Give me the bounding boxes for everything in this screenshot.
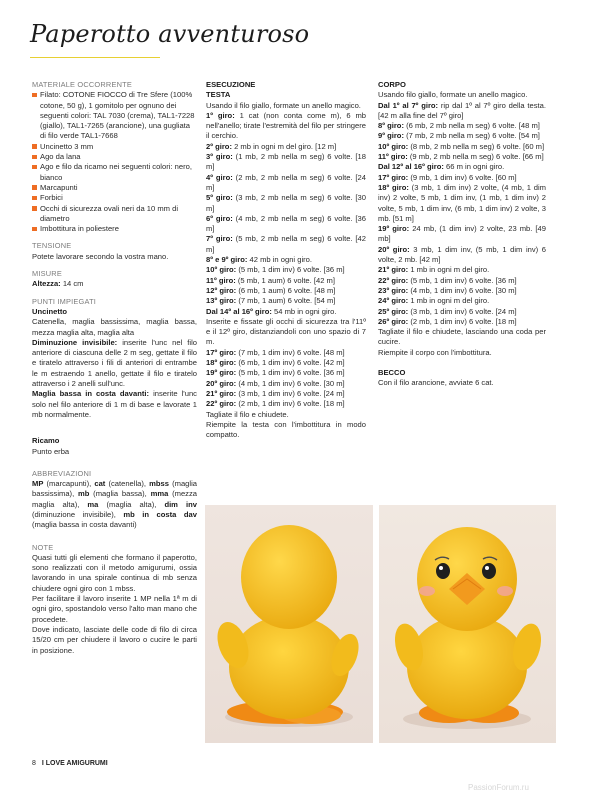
abbr-value: (maglia alta), [98,499,165,509]
pattern-row [206,399,366,409]
head-finish: Tagliate il filo e chiudete. [206,409,289,419]
abbr-value: (maglia bassissima), [32,479,197,499]
row-label: 17º giro: [378,172,409,182]
abbreviations-text [32,479,197,530]
row-text: 54 mb in ogni giro. [271,306,337,316]
row-text: (6 mb, 1 dim inv) 6 volte. [42 m] [236,358,345,368]
abbreviations-heading: ABBREVIAZIONI [32,468,92,478]
row-text: 66 m in ogni giro. [443,162,505,172]
abbr-value: (maglia bassa), [89,489,151,499]
row-text: (5 mb, 1 dim inv) 6 volte. [36 m] [236,265,345,275]
pattern-row [206,296,366,306]
tension-text: Potete lavorare secondo la vostra mano. [32,251,169,261]
row-text: 3 mb, 1 dim inv, (5 mb, 1 dim inv) 6 volte, 2 mb. [42 m] [378,244,547,265]
row-label: 22º giro: [206,399,237,409]
pattern-row [378,245,546,266]
execution-heading: ESECUZIONE [206,80,256,89]
row-text: 42 mb in ogni giro. [247,255,313,265]
materials-heading: MATERIALE OCCORRENTE [32,80,132,89]
pattern-row [378,162,546,172]
list-item: Filato: COTONE FIOCCO di Tre Sfere (100% cotone, 50 g), 1 gomitolo per ognuno dei seguenti colori: TAL 7030 (crema), TAL1-7228 (giallo), TAL1-7265 (arancione), una gugliata di filo verde TAL1-7668 [32,90,197,141]
abbr-value: (mezza maglia alta), [32,489,197,509]
crochet-text: Catenella, maglia bassissima, maglia bassa, mezza maglia alta, maglia alta [32,317,197,337]
pattern-row [206,307,366,317]
row-text: (9 mb, 2 mb nella m seg) 6 volte. [66 m] [407,152,544,162]
abbr-value: (diminuzione invisibile), [32,509,124,519]
row-text: (5 mb, 1 aum) 6 volte. [42 m] [235,275,335,285]
head-stuffing: Riempite la testa con l'imbottitura in modo compatto. [206,419,366,440]
body-heading: CORPO [378,80,406,89]
notes-paragraph: Per facilitare il lavoro inserite 1 MP nella 1ª m di ogni giro, spostandolo verso l'alto man mano che procedete. [32,594,197,624]
row-label: 19º giro: [206,368,237,378]
duck-front-photo [379,505,556,743]
row-text: (2 mb, 1 dim inv) 6 volte. [18 m] [236,399,345,409]
abbr-key: ma [87,499,99,509]
head-rows-2 [206,348,366,410]
row-text: (3 mb, 1 dim inv) 2 volte, (4 mb, 1 dim inv) 2 volte, 5 mb, 1 dim inv, (1 mb, 1 dim inv) 2 volte, 5 mb, 1 dim inv, (6 mb, 1 dim inv) 2 volte, 3 mb. [51 m] [378,182,546,223]
row-label: 23º giro: [378,285,409,295]
duck-front-illustration [379,505,556,743]
body-finish: Tagliate il filo e chiudete, lasciando una coda per cucire. [378,327,546,347]
row-label: 10º giro: [378,141,409,151]
row-label: Dal 1º al 7º giro: [378,100,439,110]
abbr-value: (maglia bassa in costa davanti) [32,520,137,530]
pattern-row [378,317,546,327]
tension-heading: TENSIONE [32,241,72,251]
pattern-row [206,368,366,378]
pattern-row [206,111,366,142]
duck-back-illustration [205,505,373,743]
pattern-row [378,183,546,224]
beak-heading: BECCO [378,368,406,378]
row-text: (4 mb, 1 dim inv) 6 volte. [30 m] [408,285,517,295]
column-execution [206,80,366,440]
row-label: 1º giro: [206,110,235,120]
row-text: 1 mb in ogni m del giro. [408,296,490,306]
pattern-row [206,193,366,214]
pattern-row [206,389,366,399]
body-rows [378,101,546,328]
front-loop-sc [32,389,197,420]
eyes-instruction: Inserite e fissate gli occhi di sicurezza tra l'11º e il 12º giro, distanziandoli con uno spazio di 7 m. [206,316,366,347]
row-text: (7 mb, 1 dim inv) 6 volte. [48 m] [236,347,345,357]
row-text: (6 mb, 2 mb nella m seg) 6 volte. [48 m] [403,121,540,131]
list-item: Uncinetto 3 mm [32,142,197,152]
pattern-row [378,121,546,131]
size-value: 14 cm [60,279,84,289]
row-text: 2 mb in ogni m del giro. [12 m] [231,141,337,151]
pattern-row [378,307,546,317]
size-heading: MISURE [32,269,62,279]
row-text: (2 mb, 1 dim inv) 6 volte. [18 m] [408,316,517,326]
abbr-value: (marcapunti), [43,479,95,489]
row-label: 5º giro: [206,193,233,203]
pattern-row [378,152,546,162]
pattern-row [378,265,546,275]
pattern-row [206,255,366,265]
abbr-key: mb [78,489,90,499]
row-text: rip dal 1º al 7º giro della testa. [42 m alla fine del 7º giro] [378,100,546,120]
list-item: Occhi di sicurezza ovali neri da 10 mm di diametro [32,204,197,225]
row-label: 20º giro: [378,244,410,254]
row-text: (6 mb, 1 aum) 6 volte. [48 m] [236,285,336,295]
row-label: Dal 12º al 16º giro: [378,162,444,172]
list-item: Forbici [32,193,197,203]
row-label: 11º giro: [378,152,408,162]
pattern-row [206,142,366,152]
size-label: Altezza: [32,279,61,289]
pattern-row [378,131,546,141]
notes-paragraph: Quasi tutti gli elementi che formano il paperotto, sono realizzati con il metodo amigurumi, ossia lavorando in una spirale continua di mb senza chiudere ogni giro con 1 mbss. [32,552,197,593]
list-item: Ago e filo da ricamo nei seguenti colori: nero, bianco [32,162,197,183]
title-underline [30,57,160,58]
pattern-row [378,173,546,183]
row-label: 21º giro: [206,388,237,398]
pattern-row [206,379,366,389]
row-text: (9 mb, 1 dim inv) 6 volte. [60 m] [408,172,517,182]
notes-paragraph: Dove indicato, lasciate delle code di filo di circa 15/20 cm per chiudere il lavoro o cucire le parti in posizione. [32,624,197,655]
page-title: Paperotto avventuroso [30,20,310,48]
abbr-key: cat [94,479,106,489]
row-label: 19º giro: [378,224,410,234]
pattern-row [378,224,546,245]
body-intro: Usando filo giallo, formate un anello magico. [378,90,528,100]
duck-back-photo [205,505,373,743]
pattern-row [378,296,546,306]
row-label: 2º giro: [206,141,232,151]
row-label: 10º giro: [206,265,237,275]
pattern-row [206,152,366,173]
pattern-row [378,142,546,152]
row-text: (5 mb, 1 dim inv) 6 volte. [36 m] [236,368,345,378]
beak-text: Con il filo arancione, avviate 6 cat. [378,378,494,388]
row-label: 18º giro: [206,358,237,368]
row-text: (7 mb, 1 aum) 6 volte. [54 m] [236,296,336,306]
abbr-value: (catenella), [105,479,150,489]
row-label: 21º giro: [378,265,409,275]
row-label: 8º e 9º giro: [206,255,248,265]
pattern-row [206,234,366,255]
list-item: Marcapunti [32,183,197,193]
front-loop-sc-text: inserite l'unc solo nel filo anteriore di 1 m di base e lavorate 1 mb normalmente. [32,389,197,419]
row-label: 7º giro: [206,234,233,244]
row-text: (2 mb, 2 mb nella m seg) 6 volte. [24 m] [206,172,366,192]
row-label: 25º giro: [378,306,409,316]
invisible-decrease-text: inserite l'unc nel filo anteriore di ciascuna delle 2 m seg, gettate il filo e tiratelo attraverso i fili di anteriori di entrambe le m estraendo 1 anello, gettate il filo e tiratelo attraverso i 2 anelli sull'unc. [32,337,198,389]
invisible-decrease [32,338,197,389]
row-text: 24 mb, (1 dim inv) 2 volte, 23 mb. [49 mb] [378,224,546,244]
row-label: 26º giro: [378,316,409,326]
row-label: 22º giro: [378,275,409,285]
pattern-row [378,276,546,286]
watermark: PassionForum.ru [468,783,529,792]
row-label: 24º giro: [378,296,409,306]
size-text [32,279,197,289]
head-intro: Usando il filo giallo, formate un anello magico. [206,100,361,110]
column-materials [32,80,197,656]
abbr-key: mb in costa dav [123,509,197,519]
pattern-row [206,214,366,235]
pattern-row [206,286,366,296]
row-label: 4º giro: [206,172,233,182]
row-label: 11º giro: [206,275,236,285]
materials-list [32,90,197,234]
pattern-row [206,358,366,368]
row-text: (8 mb, 2 mb nella m seg) 6 volte. [60 m] [408,141,545,151]
embroidery-heading: Ricamo [32,436,60,446]
row-text: 1 mb in ogni m del giro. [408,265,490,275]
row-label: 18º giro: [378,182,409,192]
pattern-row [378,286,546,296]
row-text: (1 mb, 2 mb nella m seg) 6 volte. [18 m] [206,152,366,172]
row-label: 3º giro: [206,152,233,162]
head-heading: TESTA [206,90,231,100]
row-label: 8º giro: [378,121,404,131]
pattern-row [206,173,366,194]
row-text: 1 cat (non conta come m), 6 mb nell'anello; tirate l'estremità del filo per stringere il cerchio. [206,110,367,141]
row-label: 9º giro: [378,131,404,141]
row-label: 20º giro: [206,378,237,388]
row-label: 6º giro: [206,213,233,223]
row-text: (4 mb, 2 mb nella m seg) 6 volte. [36 m] [206,213,366,234]
page-number: 8 [32,760,36,767]
abbr-key: mbss [149,479,169,489]
list-item: Ago da lana [32,152,197,162]
row-text: (3 mb, 1 dim inv) 6 volte. [24 m] [408,306,517,316]
row-text: (5 mb, 2 mb nella m seg) 6 volte. [42 m] [206,234,366,254]
abbr-key: mma [150,489,169,499]
row-label: 17º giro: [206,347,237,357]
row-label: 13º giro: [206,296,237,306]
pattern-row [378,101,546,122]
abbr-key: dim inv [164,499,197,509]
list-item: Imbottitura in poliestere [32,224,197,234]
pattern-row [206,265,366,275]
body-stuffing: Riempite il corpo con l'imbottitura. [378,347,492,357]
crochet-label: Uncinetto [32,306,68,316]
embroidery-text: Punto erba [32,446,70,456]
row-text: (3 mb, 1 dim inv) 6 volte. [24 m] [236,388,345,398]
pattern-row [206,348,366,358]
invisible-decrease-label: Diminuzione invisibile: [32,337,118,347]
column-body [378,80,546,389]
row-text: (3 mb, 2 mb nella m seg) 6 volte. [30 m] [206,193,366,213]
stitches-heading: PUNTI IMPIEGATI [32,296,97,306]
front-loop-sc-label: Maglia bassa in costa davanti: [32,389,150,399]
row-text: (5 mb, 1 dim inv) 6 volte. [36 m] [408,275,517,285]
abbr-key: MP [32,479,44,489]
magazine-name: I LOVE AMIGURUMI [41,760,108,767]
head-rows [206,111,366,317]
row-text: (7 mb, 2 mb nella m seg) 6 volte. [54 m] [403,131,540,141]
page-footer [32,760,108,767]
row-text: (4 mb, 1 dim inv) 6 volte. [30 m] [236,378,345,388]
pattern-row [206,276,366,286]
notes-heading: NOTE [32,542,54,552]
row-label: 12º giro: [206,285,237,295]
row-label: Dal 14º al 16º giro: [206,306,272,316]
